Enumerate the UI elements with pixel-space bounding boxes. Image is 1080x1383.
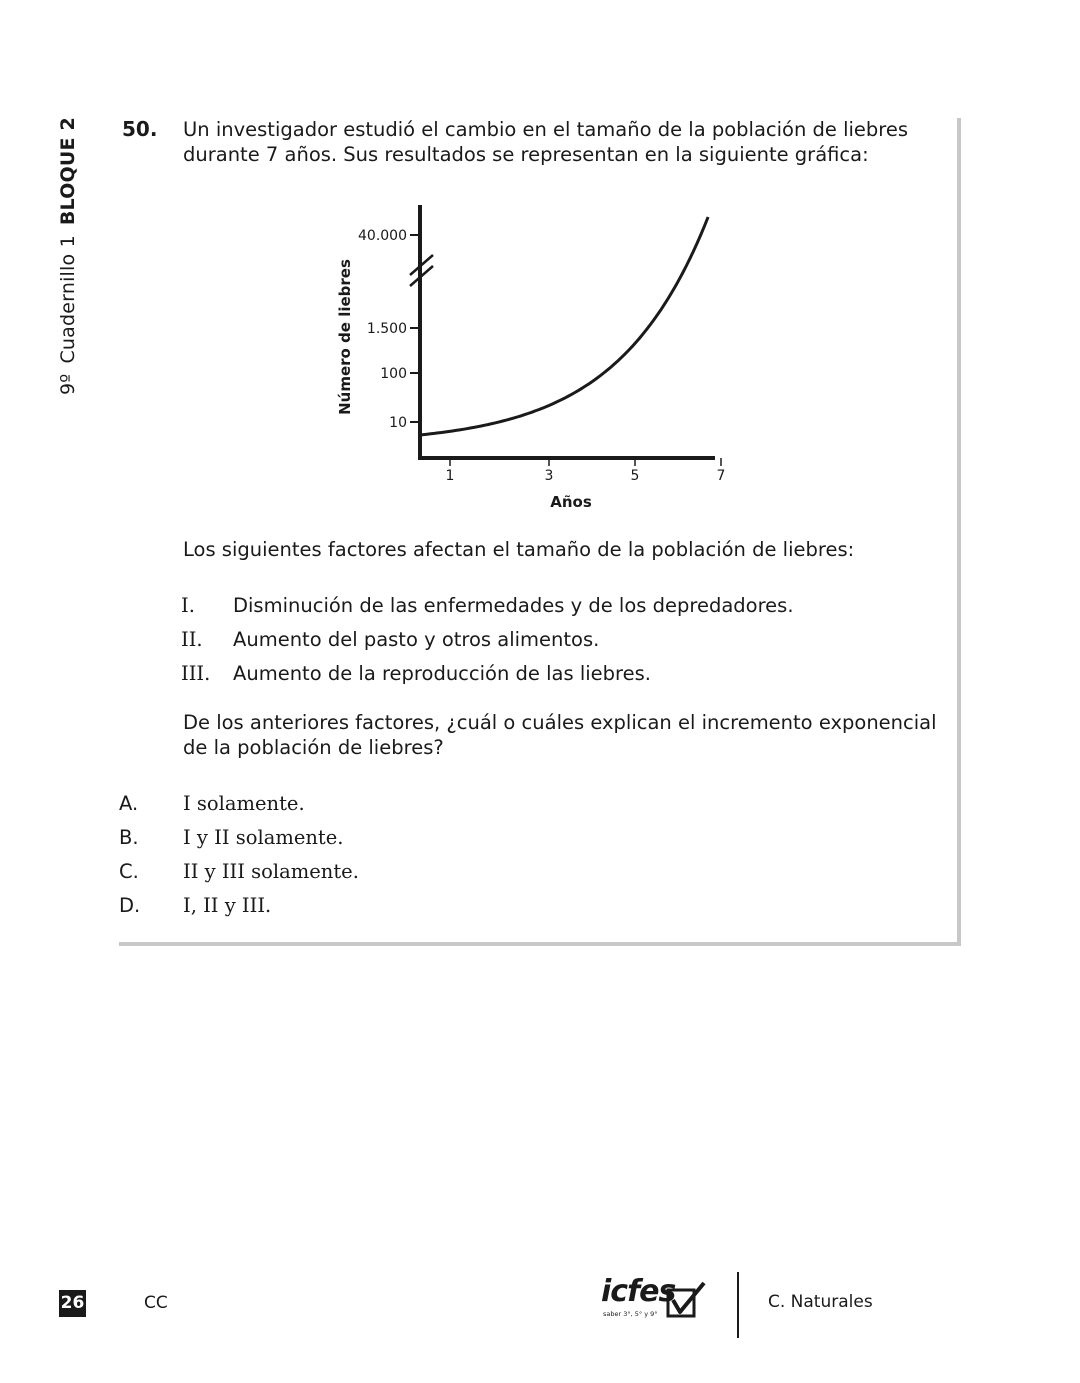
- population-chart: [320, 195, 740, 525]
- option-letter: C.: [119, 860, 139, 883]
- option-letter: B.: [119, 826, 139, 849]
- question-number: 50.: [122, 117, 158, 141]
- factor-numeral: I.: [181, 594, 195, 617]
- side-label: [57, 117, 79, 395]
- factor-text: Aumento de la reproducción de las liebres.: [233, 662, 651, 685]
- option-text: I, II y III.: [183, 894, 272, 917]
- page-number: 26: [59, 1290, 86, 1317]
- booklet-label: Cuadernillo 1: [57, 235, 79, 364]
- option-letter: D.: [119, 894, 141, 917]
- option-text: I solamente.: [183, 792, 305, 815]
- logo-tagline: saber 3°, 5° y 9°: [603, 1310, 658, 1318]
- grade-label: 9º: [57, 373, 79, 395]
- logo-wordmark: icfes: [601, 1274, 676, 1309]
- x-tick-label: 5: [630, 468, 640, 484]
- icfes-logo: [601, 1274, 713, 1323]
- x-tick-label: 1: [445, 468, 455, 484]
- x-tick-label: 7: [716, 468, 726, 484]
- list-item: [181, 594, 794, 628]
- option-b[interactable]: [119, 826, 359, 860]
- check-icon: [666, 1280, 708, 1320]
- option-c[interactable]: [119, 860, 359, 894]
- list-item: [181, 628, 794, 662]
- list-item: [181, 662, 794, 696]
- footer-divider: [737, 1272, 739, 1338]
- factor-text: Aumento del pasto y otros alimentos.: [233, 628, 600, 651]
- option-a[interactable]: [119, 792, 359, 826]
- series-line: [420, 217, 708, 435]
- question-prompt: De los anteriores factores, ¿cuál o cuáles explican el incremento exponencial de la población de liebres?: [183, 711, 937, 759]
- factors-list: [181, 594, 794, 696]
- x-axis-label: Años: [550, 493, 592, 511]
- factor-text: Disminución de las enfermedades y de los depredadores.: [233, 594, 794, 617]
- y-tick-label: 1.500: [366, 321, 407, 337]
- footer-code: CC: [144, 1293, 168, 1313]
- y-tick-label: 40.000: [358, 228, 407, 244]
- option-letter: A.: [119, 792, 139, 815]
- block-label: BLOQUE 2: [57, 117, 79, 226]
- option-d[interactable]: [119, 894, 359, 928]
- option-text: II y III solamente.: [183, 860, 359, 883]
- option-text: I y II solamente.: [183, 826, 344, 849]
- factor-numeral: III.: [181, 662, 211, 685]
- subject-label: C. Naturales: [768, 1292, 873, 1312]
- x-tick-label: 3: [544, 468, 554, 484]
- y-tick-label: 100: [380, 366, 407, 382]
- factors-intro: Los siguientes factores afectan el tamaño de la población de liebres:: [183, 538, 855, 561]
- y-tick-label: 10: [389, 415, 407, 431]
- answer-options: [119, 792, 359, 928]
- y-axis-label: Número de liebres: [336, 259, 354, 415]
- question-stem: Un investigador estudió el cambio en el tamaño de la población de liebres durante 7 años. Sus resultados se representan en la siguiente gráfica:: [183, 118, 909, 166]
- factor-numeral: II.: [181, 628, 203, 651]
